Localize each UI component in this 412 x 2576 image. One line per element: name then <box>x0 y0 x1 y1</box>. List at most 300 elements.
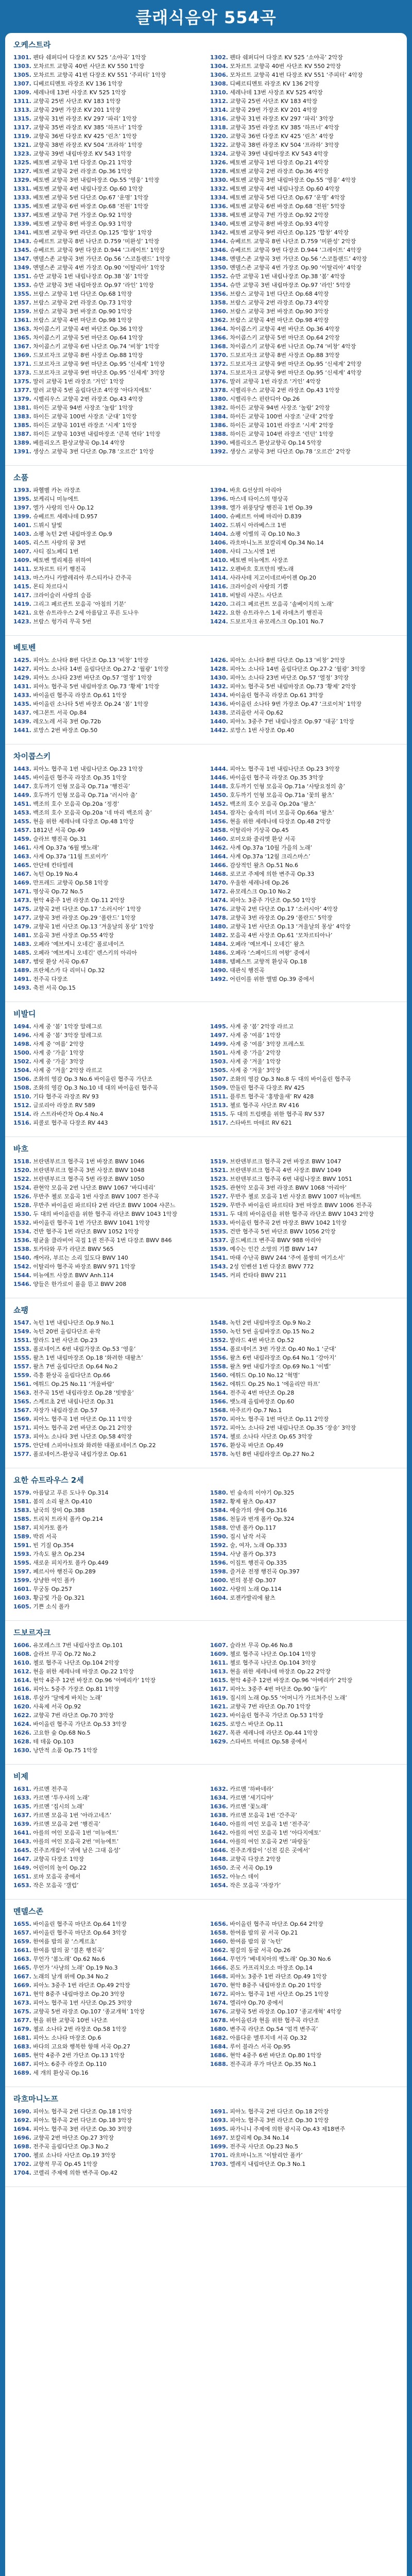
track-item <box>13 700 202 708</box>
track-number: 1671. <box>13 1991 31 1997</box>
composer-section <box>5 1900 407 2087</box>
track-item <box>210 808 399 817</box>
track-number: 1679. <box>13 2026 31 2032</box>
track-item <box>13 1802 202 1811</box>
track-number: 1653. <box>13 1882 31 1889</box>
track-number: 1375. <box>13 378 31 385</box>
track-number: 1504. <box>13 1067 31 1074</box>
track-title: 사계 중 ‘가을’ 3악장 <box>33 1058 84 1065</box>
track-title: 엘가 위풍당당 행진곡 1번 Op.39 <box>230 504 313 511</box>
track-title: 사티 짐노페디 1번 <box>33 548 79 555</box>
track-item <box>13 1541 202 1550</box>
track-title: 드보르자크 교향곡 9번 마단조 Op.95 ‘신세계’ 3악장 <box>33 369 165 376</box>
track-title: 노래의 날개 위에 Op.34 No.2 <box>33 1973 109 1980</box>
composer-section <box>5 1621 407 1765</box>
track-title: 우울한 세레나데 Op.26 <box>230 879 289 886</box>
track-number: 1680. <box>210 2026 228 2032</box>
track-number: 1645. <box>13 1847 31 1854</box>
track-title: 슈베르트 교향곡 8번 나단조 D.759 ‘미완성’ 1악장 <box>33 238 160 245</box>
track-item <box>210 1846 399 1855</box>
track-title: 비탈리 샤콘느 사단조 <box>230 592 283 599</box>
track-item <box>210 1166 399 1175</box>
track-item <box>210 1650 399 1658</box>
track-item <box>13 966 202 975</box>
track-number: 1468. <box>210 871 228 877</box>
track-title: 모음곡 4번 사장조 Op.61 ‘모차르티아나’ <box>230 932 333 939</box>
track-title: 슬라브 무곡 Op.46 No.8 <box>230 1642 293 1649</box>
track-number: 1649. <box>13 1865 31 1871</box>
track-number: 1319. <box>13 133 31 140</box>
track-item <box>13 412 202 421</box>
track-title: 사랑의 노래 Op.114 <box>230 1586 282 1592</box>
track-item <box>210 2025 399 2033</box>
track-number: 1658. <box>210 1929 228 1936</box>
track-number: 1371. <box>13 361 31 367</box>
track-item <box>210 2125 399 2133</box>
track-number: 1324. <box>210 150 228 157</box>
track-item <box>210 1432 399 1441</box>
track-number: 1543. <box>210 1263 228 1270</box>
track-number: 1457. <box>13 827 31 834</box>
track-number: 1331. <box>13 185 31 192</box>
track-number: 1654. <box>210 1882 228 1889</box>
track-number: 1602. <box>210 1586 228 1592</box>
track-item <box>13 600 202 608</box>
track-title: 하이든 교향곡 94번 사장조 ‘놀람’ 1악장 <box>33 404 133 411</box>
track-list <box>13 1785 399 1890</box>
track-title: 전주곡 15번 내림라장조 Op.28 ‘빗방울’ <box>33 1389 134 1396</box>
track-item <box>13 1175 202 1183</box>
track-item <box>13 132 202 141</box>
track-item <box>13 1318 202 1327</box>
track-number: 1701. <box>210 2152 228 2159</box>
track-title: 베토벤 교향곡 1번 다장조 Op.21 1악장 <box>33 159 132 166</box>
track-title: 브람스 교향곡 3번 바장조 Op.90 3악장 <box>230 308 329 315</box>
track-number: 1603. <box>13 1595 31 1601</box>
track-title: 피아노 협주곡 3번 라단조 Op.30 3악장 <box>33 2126 132 2132</box>
track-title: 브람스 교향곡 2번 라장조 Op.73 1악장 <box>33 299 132 306</box>
track-item <box>210 307 399 316</box>
track-item <box>210 1101 399 1110</box>
track-title: 카르멘 전주곡 <box>33 1786 68 1792</box>
track-item <box>210 591 399 600</box>
track-number: 1366. <box>210 334 228 341</box>
track-number: 1433. <box>13 692 31 699</box>
track-number: 1581. <box>13 1498 31 1505</box>
track-title: 무반주 첼로 모음곡 1번 사장조 BWV 1007 전주곡 <box>33 1193 159 1200</box>
track-number: 1397. <box>13 504 31 511</box>
track-item <box>210 88 399 97</box>
track-title: 왈츠 6번 내림라장조 Op.64 No.1 ‘강아지’ <box>230 1354 337 1361</box>
track-number: 1381. <box>13 404 31 411</box>
track-title: 어린이의 놀이 Op.22 <box>33 1865 87 1871</box>
track-number: 1494. <box>13 1023 31 1030</box>
track-title: 슈베르트 교향곡 9번 다장조 D.944 ‘그레이트’ 1악장 <box>33 247 165 253</box>
track-title: 카르멘 ‘꽃노래’ <box>230 1803 268 1810</box>
track-title: 사계 중 ‘봄’ 2악장 라르고 <box>230 1023 294 1030</box>
track-number: 1395. <box>13 496 31 502</box>
track-number: 1633. <box>13 1794 31 1801</box>
track-number: 1413. <box>13 574 31 581</box>
track-item <box>210 665 399 673</box>
track-number: 1659. <box>13 1938 31 1945</box>
track-number: 1612. <box>13 1668 31 1675</box>
track-title: 현악 4중주 1번 라장조 Op.11 2악장 <box>33 897 125 904</box>
track-number: 1503. <box>210 1058 228 1065</box>
track-item <box>210 530 399 538</box>
track-number: 1497. <box>210 1032 228 1039</box>
track-title: 루이 블라스 서곡 Op.95 <box>230 2043 291 2050</box>
track-item <box>13 800 202 808</box>
track-number: 1340. <box>210 221 228 227</box>
track-number: 1441. <box>13 727 31 734</box>
track-item <box>13 307 202 316</box>
track-number: 1518. <box>13 1158 31 1165</box>
track-number: 1438. <box>210 709 228 716</box>
track-number: 1467. <box>13 871 31 877</box>
track-item <box>210 114 399 123</box>
track-title: 백조의 호수 모음곡 Op.20a ‘정경’ <box>33 801 119 807</box>
track-list <box>13 656 399 735</box>
track-title: 현을 위한 교향곡 10번 나단조 <box>33 2017 108 2024</box>
track-item <box>13 931 202 940</box>
track-number: 1547. <box>13 1319 31 1326</box>
track-number: 1368. <box>210 343 228 350</box>
track-number: 1403. <box>13 531 31 537</box>
track-number: 1370. <box>210 352 228 359</box>
track-title: 카르멘 ‘세기디야’ <box>230 1794 274 1801</box>
track-title: 술, 여자, 노래 Op.333 <box>230 1542 287 1549</box>
track-title: 교향곡 7번 라단조 Op.70 1악장 <box>230 1703 311 1710</box>
track-title: 사계 Op.37a ‘6월 뱃노래’ <box>33 844 99 851</box>
track-number: 1555. <box>13 1354 31 1361</box>
track-item <box>13 228 202 237</box>
track-item <box>13 1210 202 1218</box>
track-item <box>13 1920 202 1928</box>
track-number: 1361. <box>13 317 31 324</box>
track-number: 1524. <box>13 1184 31 1191</box>
track-item <box>210 281 399 290</box>
track-title: 호두까기 인형 모음곡 Op.71a ‘러시아 춤’ <box>33 792 138 799</box>
track-title: 봄의 소리 왈츠 Op.410 <box>33 1498 92 1505</box>
track-item <box>210 600 399 608</box>
track-item <box>210 782 399 791</box>
track-item <box>13 656 202 665</box>
track-title: 깨어라, 부르는 소리 있도다 BWV 140 <box>33 1255 128 1261</box>
track-item <box>13 368 202 377</box>
track-number: 1364. <box>210 326 228 332</box>
track-item <box>13 1327 202 1336</box>
track-number: 1675. <box>13 2008 31 2015</box>
track-number: 1326. <box>210 159 228 166</box>
track-title: 모차르트 교향곡 41번 다장조 KV 551 ‘주피터’ 4악장 <box>230 72 363 78</box>
track-title: 발라드 4번 바단조 Op.52 <box>230 1337 295 1344</box>
track-number: 1643. <box>13 1838 31 1845</box>
track-item <box>210 1881 399 1890</box>
track-title: 베토벤 엘리제를 위하여 <box>33 557 92 564</box>
track-item <box>13 1022 202 1031</box>
track-number: 1501. <box>210 1049 228 1056</box>
track-number: 1435. <box>13 701 31 707</box>
track-item <box>13 360 202 368</box>
track-number: 1362. <box>210 317 228 324</box>
track-number: 1401. <box>13 522 31 529</box>
track-title: 호두까기 인형 모음곡 Op.71a ‘행진곡’ <box>33 783 130 790</box>
track-item <box>13 617 202 626</box>
track-item <box>210 1262 399 1271</box>
track-item <box>210 211 399 219</box>
track-number: 1616. <box>13 1686 31 1692</box>
track-title: 파헬벨 카논 라장조 <box>33 487 81 494</box>
track-item <box>13 219 202 228</box>
track-title: 관현악 모음곡 3번 라장조 BWV 1068 ‘아리아’ <box>230 1184 347 1191</box>
track-number: 1626. <box>13 1730 31 1736</box>
composer-section <box>5 33 407 466</box>
track-number: 1639. <box>13 1821 31 1827</box>
track-number: 1595. <box>13 1560 31 1566</box>
track-title: 세 개의 환상곡 Op.16 <box>33 2070 89 2076</box>
track-title: 집시 남작 서곡 <box>230 1533 267 1540</box>
track-number: 1652. <box>210 1873 228 1880</box>
track-number: 1554. <box>210 1346 228 1352</box>
track-item <box>13 547 202 556</box>
track-title: 조화의 영감 Op.3 No.8 두 대의 바이올린 협주곡 <box>230 1076 351 1082</box>
track-title: 베토벤 교향곡 1번 다장조 Op.21 4악장 <box>230 159 329 166</box>
track-item <box>210 1937 399 1946</box>
track-number: 1466. <box>210 862 228 869</box>
track-title: 베토벤 교향곡 9번 라단조 Op.125 ‘합창’ 1악장 <box>33 229 152 236</box>
track-item <box>210 852 399 861</box>
track-item <box>13 298 202 307</box>
track-item <box>210 167 399 176</box>
track-number: 1486. <box>210 950 228 956</box>
track-number: 1648. <box>210 1856 228 1862</box>
track-number: 1585. <box>13 1516 31 1522</box>
track-number: 1471. <box>13 888 31 895</box>
track-item <box>13 870 202 878</box>
track-item <box>13 2069 202 2077</box>
track-item <box>210 673 399 682</box>
track-number: 1628. <box>13 1738 31 1745</box>
track-item <box>210 931 399 940</box>
track-title: 바이올린 소나타 5번 바장조 Op.24 ‘봄’ 1악장 <box>33 701 149 707</box>
track-number: 1384. <box>210 413 228 420</box>
track-title: 2성 인벤션 1번 다장조 BWV 772 <box>230 1263 314 1270</box>
track-item <box>13 1793 202 1802</box>
track-item <box>210 1406 399 1415</box>
track-number: 1690. <box>13 2108 31 2115</box>
track-title: 즐거운 전쟁 행진곡 Op.397 <box>230 1568 300 1575</box>
track-title: 발라드 1번 사단조 Op.23 <box>33 1337 98 1344</box>
track-title: 사계 중 ‘겨울’ 1악장 <box>230 1058 281 1065</box>
track-number: 1483. <box>13 941 31 947</box>
track-number: 1537. <box>210 1237 228 1244</box>
track-number: 1301. <box>13 54 31 61</box>
track-item <box>13 1532 202 1541</box>
track-number: 1589. <box>13 1533 31 1540</box>
track-number: 1437. <box>13 709 31 716</box>
track-item <box>210 1210 399 1218</box>
track-title: 사계 Op.37a ‘10월 가을의 노래’ <box>230 844 313 851</box>
track-item <box>210 132 399 141</box>
track-item <box>13 79 202 88</box>
track-title: 사육제 서곡 Op.92 <box>33 1703 81 1710</box>
track-title: 빈의 봉봉 Op.307 <box>230 1577 276 1584</box>
track-number: 1327. <box>13 168 31 175</box>
track-number: 1394. <box>210 487 228 494</box>
track-title: 드보르자크 교향곡 8번 사장조 Op.88 3악장 <box>230 352 340 359</box>
track-title: 현악 8중주 내림마장조 Op.20 1악장 <box>230 1982 322 1989</box>
track-number: 1402. <box>210 522 228 529</box>
track-number: 1312. <box>210 98 228 105</box>
track-item <box>13 1497 202 1506</box>
track-title: 무궁동 Op.257 <box>33 1586 72 1592</box>
track-number: 1506. <box>13 1076 31 1082</box>
track-number: 1336. <box>210 203 228 210</box>
track-item <box>13 665 202 673</box>
track-number: 1570. <box>210 1416 228 1422</box>
track-item <box>13 878 202 887</box>
track-number: 1667. <box>13 1973 31 1980</box>
track-item <box>210 263 399 272</box>
page-title: 클래식음악 554곡 <box>135 8 277 27</box>
track-title: 하이든 교향곡 104번 라장조 ‘런던’ 1악장 <box>230 431 334 437</box>
track-number: 1556. <box>210 1354 228 1361</box>
track-item <box>13 1380 202 1388</box>
track-number: 1568. <box>210 1407 228 1414</box>
track-item <box>13 1820 202 1828</box>
track-title: 호두까기 인형 모음곡 Op.71a ‘사탕요정의 춤’ <box>230 783 346 790</box>
track-item <box>210 1820 399 1828</box>
track-number: 1553. <box>13 1346 31 1352</box>
track-number: 1442. <box>210 727 228 734</box>
track-item <box>210 1245 399 1253</box>
track-item <box>210 503 399 512</box>
track-number: 1678. <box>210 2017 228 2024</box>
track-title: 피아노 소나타 3번 나단조 Op.58 4악장 <box>33 1433 132 1440</box>
track-number: 1431. <box>13 683 31 690</box>
track-title: 만돌린 협주곡 다장조 RV 425 <box>230 1084 305 1091</box>
track-title: 말러 교향곡 1번 라장조 ‘거인’ 1악장 <box>33 378 124 385</box>
track-item <box>210 2060 399 2069</box>
track-number: 1405. <box>13 539 31 546</box>
track-item <box>210 298 399 307</box>
track-item <box>210 360 399 368</box>
track-number: 1564. <box>210 1389 228 1396</box>
track-number: 1351. <box>13 273 31 280</box>
track-number: 1580. <box>210 1489 228 1496</box>
track-item <box>13 1450 202 1459</box>
track-list <box>13 1318 399 1459</box>
track-number: 1692. <box>13 2117 31 2124</box>
track-item <box>13 1702 202 1711</box>
track-list <box>13 2107 399 2177</box>
track-number: 1472. <box>210 888 228 895</box>
track-number: 1310. <box>210 89 228 96</box>
track-title: 글로리아 라장조 RV 589 <box>33 1102 95 1109</box>
track-list <box>13 765 399 992</box>
track-number: 1478. <box>210 914 228 921</box>
track-title: 드보르자크 교향곡 9번 마단조 Op.95 ‘신세계’ 4악장 <box>230 369 362 376</box>
track-number: 1523. <box>210 1176 228 1182</box>
track-number: 1337. <box>13 212 31 218</box>
track-number: 1532. <box>13 1219 31 1226</box>
track-item <box>210 1946 399 1955</box>
track-title: 한여름 밤의 꿈 서곡 Op.21 <box>230 1929 298 1936</box>
track-item <box>210 149 399 158</box>
track-number: 1642. <box>210 1829 228 1836</box>
track-number: 1373. <box>13 369 31 376</box>
track-item <box>210 2033 399 2042</box>
track-number: 1460. <box>210 836 228 842</box>
track-number: 1424. <box>210 618 228 625</box>
track-number: 1546. <box>13 1281 31 1287</box>
track-number: 1703. <box>210 2161 228 2167</box>
track-number: 1509. <box>210 1084 228 1091</box>
track-number: 1420. <box>210 601 228 607</box>
track-title: 오페라 ‘예브게니 오네긴’ 렌스키의 아리아 <box>33 950 137 956</box>
track-number: 1343. <box>13 238 31 245</box>
track-item <box>13 149 202 158</box>
track-item <box>13 255 202 263</box>
track-item <box>210 123 399 132</box>
track-number: 1689. <box>13 2070 31 2076</box>
track-title: 모차르트 교향곡 41번 다장조 KV 551 ‘주피터’ 1악장 <box>33 72 166 78</box>
track-item <box>210 1828 399 1837</box>
track-item <box>13 1336 202 1345</box>
track-number: 1479. <box>13 923 31 930</box>
track-number: 1551. <box>13 1337 31 1344</box>
track-item <box>13 791 202 800</box>
track-item <box>210 1022 399 1031</box>
track-item <box>13 1523 202 1532</box>
track-item <box>13 1415 202 1423</box>
track-number: 1656. <box>210 1921 228 1927</box>
track-item <box>13 1227 202 1236</box>
track-number: 1358. <box>210 299 228 306</box>
track-title: 사계 중 ‘봄’ 3악장 알레그로 <box>33 1032 102 1039</box>
track-number: 1367. <box>13 343 31 350</box>
track-item <box>210 887 399 896</box>
track-item <box>13 403 202 412</box>
track-title: 바이올린 협주곡 라장조 Op.35 3악장 <box>230 774 323 781</box>
track-number: 1455. <box>13 818 31 825</box>
track-title: 작은 모음곡 ‘갤럽’ <box>33 1882 79 1889</box>
track-title: 교향곡 29번 가장조 KV 201 4악장 <box>230 107 318 113</box>
track-title: 모차르트 터키 행진곡 <box>33 566 86 572</box>
track-item <box>210 1318 399 1327</box>
track-item <box>13 377 202 386</box>
track-title: 안단테 스피아나토와 화려한 대폴로네이즈 Op.22 <box>33 1442 156 1449</box>
track-item <box>13 565 202 573</box>
track-title: 미뉴에트 사장조 BWV Anh.114 <box>33 1272 114 1279</box>
track-title: 피아노 소나타 14번 올림다단조 Op.27-2 ‘월광’ 3악장 <box>230 666 366 672</box>
track-number: 1607. <box>210 1642 228 1649</box>
track-number: 1661. <box>13 1947 31 1954</box>
track-item <box>210 2142 399 2151</box>
track-item <box>210 79 399 88</box>
track-title: 예술가의 생애 Op.316 <box>230 1507 287 1514</box>
track-number: 1663. <box>13 1956 31 1962</box>
track-number: 1536. <box>13 1237 31 1244</box>
track-item <box>210 817 399 826</box>
track-title: 말러 교향곡 1번 라장조 ‘거인’ 4악장 <box>230 378 321 385</box>
section-title: 라흐마니노프 <box>13 2094 58 2104</box>
track-item <box>13 2125 202 2133</box>
track-title: 현을 위한 세레나데 다장조 Op.48 2악장 <box>230 818 331 825</box>
track-list <box>13 1022 399 1127</box>
track-title: 기타 협주곡 라장조 RV 93 <box>33 1093 99 1100</box>
